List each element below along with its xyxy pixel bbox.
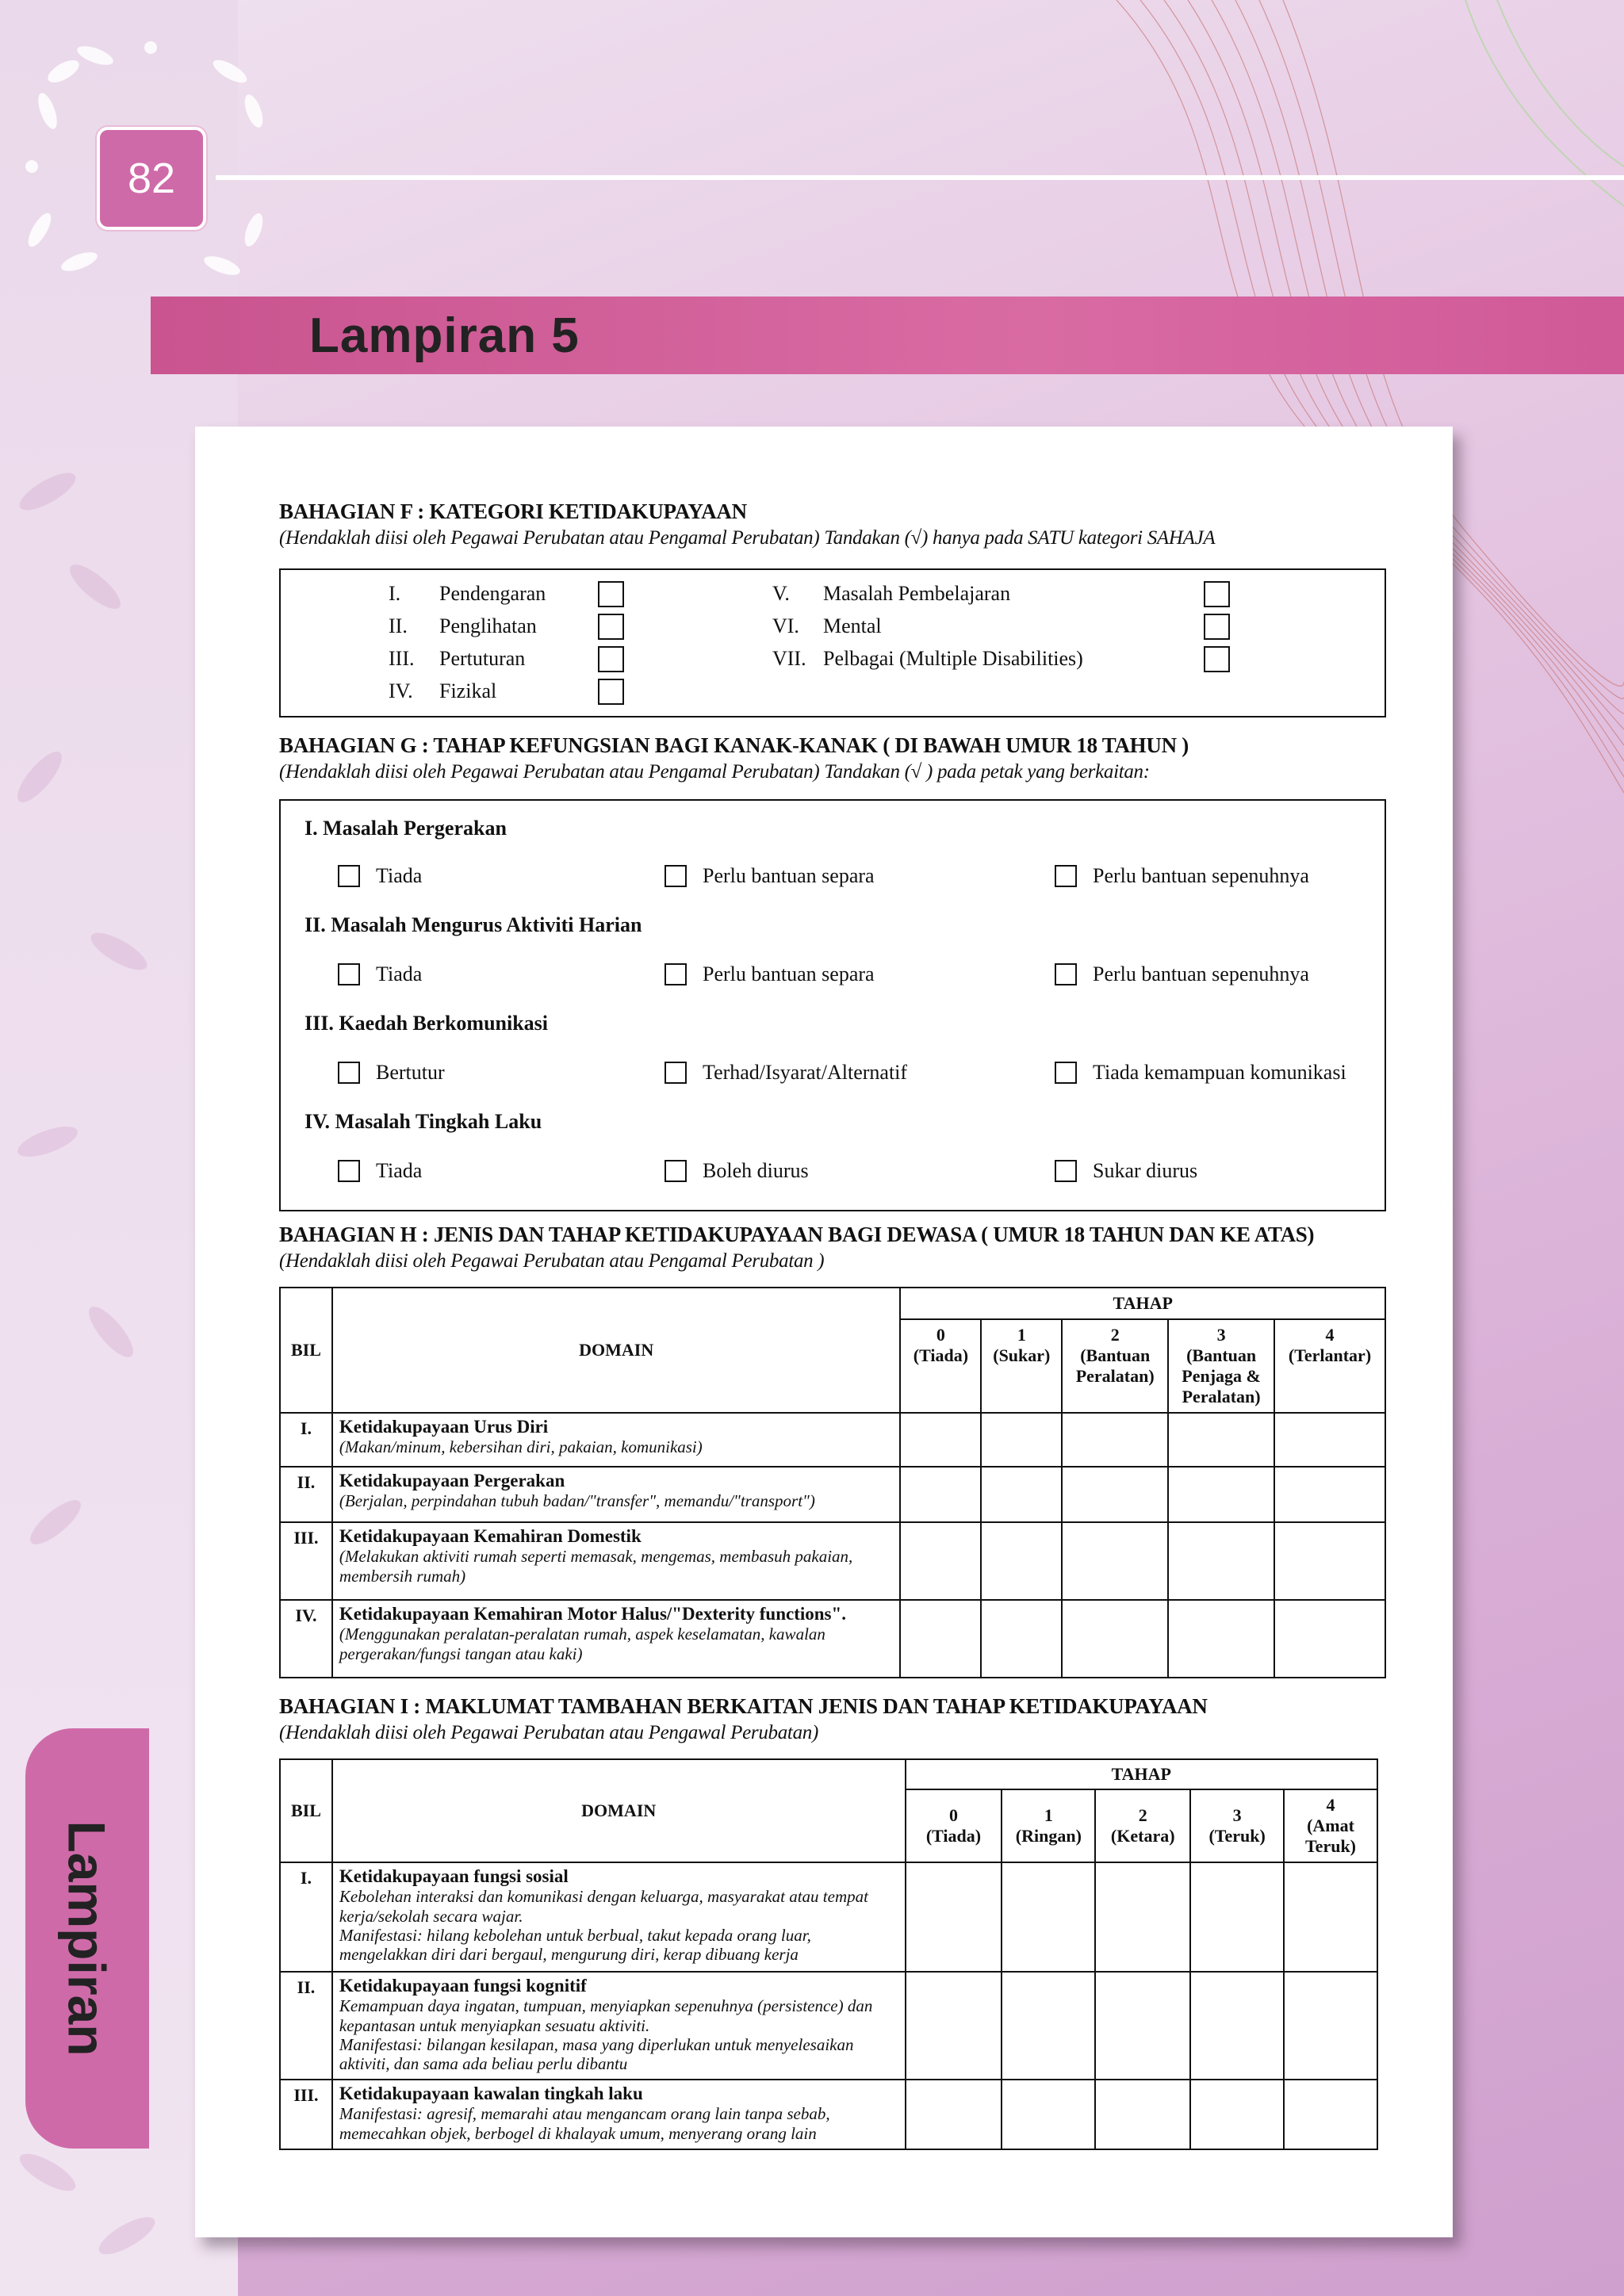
group-heading: I. Masalah Pergerakan xyxy=(304,817,507,840)
checkbox-pendengaran[interactable] xyxy=(598,581,624,607)
group-heading: IV. Masalah Tingkah Laku xyxy=(304,1110,542,1133)
section-h-title: BAHAGIAN H : JENIS DAN TAHAP KETIDAKUPAYAAN BAGI DEWASA ( UMUR 18 TAHUN DAN KE ATAS) xyxy=(279,1223,1315,1246)
side-tab-label: Lampiran xyxy=(58,1820,117,2057)
checkbox-masalah-pembelajaran[interactable] xyxy=(1204,581,1230,607)
title-banner xyxy=(151,297,1624,374)
form-content xyxy=(279,499,1386,2150)
rating-cell[interactable] xyxy=(900,1522,981,1600)
rating-cell[interactable] xyxy=(1168,1467,1274,1522)
level-header: 3 (Teruk) xyxy=(1190,1789,1284,1862)
header-rule xyxy=(216,175,1624,180)
column-header-bil: BIL xyxy=(280,1288,332,1413)
checkbox[interactable] xyxy=(1055,865,1077,887)
rating-cell[interactable] xyxy=(906,2080,1002,2149)
checkbox[interactable] xyxy=(338,1062,360,1084)
rating-cell[interactable] xyxy=(981,1467,1062,1522)
option-item[interactable]: Bertutur xyxy=(338,1061,445,1085)
category-item: IV. Fizikal xyxy=(389,679,497,702)
checkbox-pertuturan[interactable] xyxy=(598,646,624,672)
option-item[interactable]: Perlu bantuan separa xyxy=(665,962,875,986)
rating-cell[interactable] xyxy=(1062,1413,1168,1467)
checkbox[interactable] xyxy=(665,1062,687,1084)
option-item[interactable]: Sukar diurus xyxy=(1055,1159,1197,1183)
rating-cell[interactable] xyxy=(1168,1522,1274,1600)
category-item: VII. Pelbagai (Multiple Disabilities) xyxy=(772,647,1083,670)
rating-cell[interactable] xyxy=(1002,1862,1095,1972)
option-item[interactable]: Perlu bantuan separa xyxy=(665,864,875,888)
page-title: Lampiran 5 xyxy=(309,308,580,363)
level-header: 4 (Amat Teruk) xyxy=(1284,1789,1377,1862)
checkbox-pelbagai[interactable] xyxy=(1204,646,1230,672)
section-i-subtitle: (Hendaklah diisi oleh Pegawai Perubatan atau Pengawal Perubatan) xyxy=(279,1722,819,1743)
checkbox[interactable] xyxy=(665,865,687,887)
rating-cell[interactable] xyxy=(1168,1413,1274,1467)
category-item: I. Pendengaran xyxy=(389,582,546,605)
level-header: 1 (Ringan) xyxy=(1002,1789,1095,1862)
rating-cell[interactable] xyxy=(1095,1972,1190,2080)
table-row: II. Ketidakupayaan fungsi kognitif Kemampuan daya ingatan, tumpuan, menyiapkan sepenuhnya (persistence) dan kepantasan untuk menyiapkan sesuatu aktiviti. Manifestasi: bilangan kesilapan, masa yang diperlukan untuk menyelesaikan aktiviti, dan sama ada beliau perlu dibantu xyxy=(280,1972,1377,2080)
category-item: III. Pertuturan xyxy=(389,647,526,670)
level-header: 0 (Tiada) xyxy=(906,1789,1002,1862)
rating-cell[interactable] xyxy=(1274,1467,1385,1522)
rating-cell[interactable] xyxy=(1062,1467,1168,1522)
checkbox[interactable] xyxy=(338,1160,360,1182)
rating-cell[interactable] xyxy=(1284,1862,1377,1972)
level-header: 1 (Sukar) xyxy=(981,1319,1062,1413)
rating-cell[interactable] xyxy=(900,1467,981,1522)
table-row: III. Ketidakupayaan Kemahiran Domestik (Melakukan aktiviti rumah seperti memasak, mengemas, membasuh pakaian, membersih rumah) xyxy=(280,1522,1385,1600)
rating-cell[interactable] xyxy=(981,1600,1062,1678)
rating-cell[interactable] xyxy=(1190,1972,1284,2080)
checkbox-penglihatan[interactable] xyxy=(598,614,624,640)
category-item: II. Penglihatan xyxy=(389,614,537,637)
level-header: 3 (Bantuan Penjaga & Peralatan) xyxy=(1168,1319,1274,1413)
level-header: 2 (Ketara) xyxy=(1095,1789,1190,1862)
section-g-title: BAHAGIAN G : TAHAP KEFUNGSIAN BAGI KANAK-KANAK ( DI BAWAH UMUR 18 TAHUN ) xyxy=(279,733,1189,757)
table-row: I. Ketidakupayaan fungsi sosial Kebolehan interaksi dan komunikasi dengan keluarga, masyarakat atau tempat kerja/sekolah secara wajar. Manifestasi: hilang kebolehan untuk berbual, takut kepada orang luar, mengelakkan diri dari bergaul, mengurung diri, kerap dibuang kerja xyxy=(280,1862,1377,1972)
additional-info-table xyxy=(279,1758,1378,2150)
section-h-subtitle: (Hendaklah diisi oleh Pegawai Perubatan atau Pengamal Perubatan ) xyxy=(279,1250,825,1272)
option-item[interactable]: Tiada xyxy=(338,962,422,986)
rating-cell[interactable] xyxy=(1062,1600,1168,1678)
section-i-title: BAHAGIAN I : MAKLUMAT TAMBAHAN BERKAITAN JENIS DAN TAHAP KETIDAKUPAYAAN xyxy=(279,1694,1208,1718)
checkbox-fizikal[interactable] xyxy=(598,679,624,705)
column-header-domain: DOMAIN xyxy=(332,1759,906,1862)
category-item: VI. Mental xyxy=(772,614,882,637)
table-row: III. Ketidakupayaan kawalan tingkah laku Manifestasi: agresif, memarahi atau mengancam orang lain tanpa sebab, memecahkan objek, berbogel di khalayak umum, menyerang orang lain xyxy=(280,2080,1377,2149)
level-header: 2 (Bantuan Peralatan) xyxy=(1062,1319,1168,1413)
option-item[interactable]: Terhad/Isyarat/Alternatif xyxy=(665,1061,907,1085)
section-g xyxy=(279,733,1386,1211)
group-heading: II. Masalah Mengurus Aktiviti Harian xyxy=(304,913,642,936)
option-item[interactable]: Perlu bantuan sepenuhnya xyxy=(1055,962,1309,986)
level-header: 0 (Tiada) xyxy=(900,1319,981,1413)
section-h xyxy=(279,1223,1386,1678)
table-row: IV. Ketidakupayaan Kemahiran Motor Halus/"Dexterity functions". (Menggunakan peralatan-peralatan rumah, aspek keselamatan, kawalan pergerakan/fungsi tangan atau kaki) xyxy=(280,1600,1385,1678)
checkbox[interactable] xyxy=(665,963,687,985)
rating-cell[interactable] xyxy=(1002,1972,1095,2080)
checkbox[interactable] xyxy=(1055,963,1077,985)
rating-cell[interactable] xyxy=(906,1862,1002,1972)
checkbox[interactable] xyxy=(1055,1160,1077,1182)
section-i xyxy=(279,1694,1386,2150)
section-g-subtitle: (Hendaklah diisi oleh Pegawai Perubatan atau Pengamal Perubatan) Tandakan (√ ) pada petak yang berkaitan: xyxy=(279,761,1150,783)
table-row: I. Ketidakupayaan Urus Diri (Makan/minum, kebersihan diri, pakaian, komunikasi) xyxy=(280,1413,1385,1467)
rating-cell[interactable] xyxy=(1168,1600,1274,1678)
side-tab xyxy=(25,1728,149,2149)
rating-cell[interactable] xyxy=(900,1413,981,1467)
rating-cell[interactable] xyxy=(1274,1600,1385,1678)
section-g-box xyxy=(279,799,1386,1211)
option-item[interactable]: Tiada xyxy=(338,864,422,888)
option-item[interactable]: Tiada kemampuan komunikasi xyxy=(1055,1061,1346,1085)
section-f-subtitle: (Hendaklah diisi oleh Pegawai Perubatan atau Pengamal Perubatan) Tandakan (√) hanya pada SATU kategori SAHAJA xyxy=(279,527,1216,549)
section-f-box xyxy=(279,568,1386,718)
rating-cell[interactable] xyxy=(1002,2080,1095,2149)
rating-cell[interactable] xyxy=(1274,1413,1385,1467)
page-number: 82 xyxy=(127,155,176,202)
rating-cell[interactable] xyxy=(906,1972,1002,2080)
option-item[interactable]: Perlu bantuan sepenuhnya xyxy=(1055,864,1309,888)
rating-cell[interactable] xyxy=(1062,1522,1168,1600)
checkbox-mental[interactable] xyxy=(1204,614,1230,640)
rating-cell[interactable] xyxy=(1095,2080,1190,2149)
rating-cell[interactable] xyxy=(1284,2080,1377,2149)
section-f-title: BAHAGIAN F : KATEGORI KETIDAKUPAYAAN xyxy=(279,499,747,523)
category-item: V. Masalah Pembelajaran xyxy=(772,582,1011,605)
option-item[interactable]: Boleh diurus xyxy=(665,1159,809,1183)
rating-cell[interactable] xyxy=(1190,2080,1284,2149)
group-heading: III. Kaedah Berkomunikasi xyxy=(304,1012,549,1035)
rating-cell[interactable] xyxy=(981,1413,1062,1467)
checkbox[interactable] xyxy=(338,865,360,887)
page-number-badge xyxy=(97,127,206,230)
column-header-domain: DOMAIN xyxy=(332,1288,901,1413)
checkbox[interactable] xyxy=(665,1160,687,1182)
column-header-tahap: TAHAP xyxy=(900,1288,1385,1319)
rating-cell[interactable] xyxy=(900,1600,981,1678)
table-row: II. Ketidakupayaan Pergerakan (Berjalan, perpindahan tubuh badan/"transfer", memandu/"transport") xyxy=(280,1467,1385,1522)
rating-cell[interactable] xyxy=(1095,1862,1190,1972)
rating-cell[interactable] xyxy=(981,1522,1062,1600)
adult-disability-table xyxy=(279,1287,1386,1678)
rating-cell[interactable] xyxy=(1190,1862,1284,1972)
rating-cell[interactable] xyxy=(1284,1972,1377,2080)
column-header-bil: BIL xyxy=(280,1759,332,1862)
checkbox[interactable] xyxy=(1055,1062,1077,1084)
document-sheet xyxy=(195,427,1453,2237)
column-header-tahap: TAHAP xyxy=(906,1759,1377,1789)
checkbox[interactable] xyxy=(338,963,360,985)
section-f xyxy=(279,499,1386,718)
rating-cell[interactable] xyxy=(1274,1522,1385,1600)
level-header: 4 (Terlantar) xyxy=(1274,1319,1385,1413)
option-item[interactable]: Tiada xyxy=(338,1159,422,1183)
